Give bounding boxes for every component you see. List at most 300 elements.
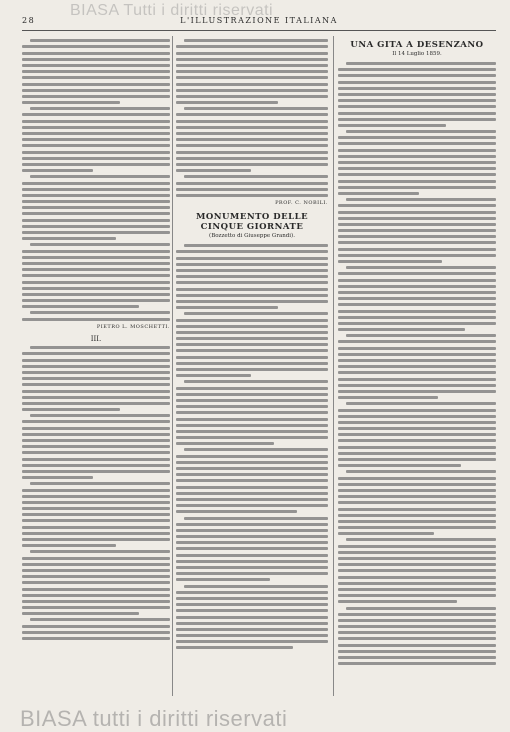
text-line bbox=[176, 492, 328, 495]
text-line bbox=[22, 402, 170, 405]
text-line bbox=[338, 93, 496, 96]
text-line bbox=[338, 594, 496, 597]
text-line bbox=[22, 637, 170, 640]
text-line bbox=[338, 322, 496, 325]
text-line bbox=[338, 340, 496, 343]
text-line bbox=[22, 383, 170, 386]
text-line bbox=[22, 420, 170, 423]
text-line bbox=[176, 188, 328, 191]
text-line bbox=[338, 124, 446, 127]
text-line bbox=[338, 87, 496, 90]
text-line bbox=[22, 219, 170, 222]
text-line bbox=[338, 569, 496, 572]
text-line bbox=[338, 186, 496, 189]
text-line bbox=[22, 557, 170, 560]
text-line bbox=[22, 390, 170, 393]
text-line bbox=[176, 45, 328, 48]
section-number: III. bbox=[90, 335, 102, 344]
text-line bbox=[338, 297, 496, 300]
text-line bbox=[22, 200, 170, 203]
text-line bbox=[22, 138, 170, 141]
text-line bbox=[22, 169, 93, 172]
text-line bbox=[338, 452, 496, 455]
text-line bbox=[22, 489, 170, 492]
text-line bbox=[22, 299, 170, 302]
text-line bbox=[22, 408, 120, 411]
text-line bbox=[338, 303, 496, 306]
text-line bbox=[338, 495, 496, 498]
text-line bbox=[22, 144, 170, 147]
text-line bbox=[338, 483, 496, 486]
text-line bbox=[176, 646, 293, 649]
text-line bbox=[338, 545, 496, 548]
column-1-text-block-b bbox=[22, 346, 170, 640]
text-line bbox=[184, 448, 328, 451]
text-line bbox=[22, 365, 170, 368]
text-line bbox=[338, 508, 496, 511]
text-line bbox=[22, 451, 170, 454]
text-line bbox=[176, 275, 328, 278]
text-line bbox=[176, 319, 328, 322]
text-line bbox=[22, 532, 170, 535]
periodical-title: L'ILLUSTRAZIONE ITALIANA bbox=[180, 16, 338, 25]
article-subtitle-monumento: (Bozzetto di Giuseppe Grandi). bbox=[209, 233, 295, 240]
text-line bbox=[22, 575, 170, 578]
text-line bbox=[22, 52, 170, 55]
text-line bbox=[22, 101, 120, 104]
text-line bbox=[22, 274, 170, 277]
text-line bbox=[346, 130, 496, 133]
text-line bbox=[176, 288, 328, 291]
text-line bbox=[176, 387, 328, 390]
text-line bbox=[338, 644, 496, 647]
text-line bbox=[184, 39, 328, 42]
text-line bbox=[176, 101, 278, 104]
column-3-text-block bbox=[338, 62, 496, 665]
text-line bbox=[176, 294, 328, 297]
text-line bbox=[176, 572, 328, 575]
text-line bbox=[22, 70, 170, 73]
text-line bbox=[176, 250, 328, 253]
text-line bbox=[176, 405, 328, 408]
text-line bbox=[22, 194, 170, 197]
text-line bbox=[338, 656, 496, 659]
page-number: 28 bbox=[22, 16, 36, 25]
text-line bbox=[22, 212, 170, 215]
article-title-monumento: MONUMENTO DELLE CINQUE GIORNATE bbox=[195, 212, 309, 233]
text-line bbox=[22, 377, 170, 380]
text-line bbox=[176, 120, 328, 123]
text-line bbox=[22, 188, 170, 191]
text-line bbox=[22, 206, 170, 209]
text-line bbox=[176, 622, 328, 625]
text-line bbox=[176, 138, 328, 141]
text-line bbox=[338, 235, 496, 238]
text-line bbox=[338, 458, 496, 461]
text-line bbox=[176, 455, 328, 458]
text-line bbox=[176, 616, 328, 619]
text-line bbox=[22, 501, 170, 504]
text-line bbox=[338, 619, 496, 622]
text-line bbox=[176, 547, 328, 550]
column-divider-1 bbox=[172, 36, 173, 696]
text-line bbox=[176, 473, 328, 476]
text-line bbox=[176, 163, 328, 166]
text-line bbox=[22, 526, 170, 529]
text-line bbox=[22, 76, 170, 79]
text-line bbox=[176, 498, 328, 501]
text-line bbox=[176, 362, 328, 365]
text-line bbox=[338, 378, 496, 381]
text-line bbox=[338, 241, 496, 244]
text-line bbox=[338, 353, 496, 356]
text-line bbox=[176, 535, 328, 538]
text-line bbox=[22, 45, 170, 48]
text-line bbox=[22, 157, 170, 160]
text-line bbox=[338, 433, 496, 436]
text-line bbox=[176, 424, 328, 427]
text-line bbox=[176, 436, 328, 439]
text-line bbox=[338, 68, 496, 71]
text-line bbox=[176, 510, 297, 513]
text-line bbox=[30, 550, 170, 553]
text-line bbox=[176, 411, 328, 414]
text-line bbox=[22, 606, 170, 609]
text-line bbox=[22, 427, 170, 430]
text-line bbox=[176, 597, 328, 600]
text-line bbox=[346, 607, 496, 610]
text-line bbox=[338, 637, 496, 640]
text-line bbox=[176, 461, 328, 464]
text-line bbox=[338, 582, 496, 585]
text-line bbox=[22, 225, 170, 228]
text-line bbox=[22, 151, 170, 154]
text-line bbox=[176, 479, 328, 482]
text-line bbox=[176, 144, 328, 147]
text-line bbox=[30, 39, 170, 42]
text-line bbox=[338, 328, 465, 331]
text-line bbox=[338, 588, 496, 591]
text-line bbox=[338, 99, 496, 102]
text-line bbox=[22, 281, 170, 284]
text-line bbox=[22, 318, 170, 321]
text-line bbox=[22, 513, 170, 516]
text-line bbox=[338, 316, 496, 319]
text-line bbox=[338, 427, 496, 430]
text-line bbox=[184, 175, 328, 178]
text-line bbox=[338, 279, 496, 282]
text-line bbox=[176, 529, 328, 532]
text-line bbox=[338, 520, 496, 523]
text-line bbox=[338, 248, 496, 251]
text-line bbox=[176, 157, 328, 160]
text-line bbox=[176, 64, 328, 67]
text-line bbox=[346, 266, 496, 269]
text-line bbox=[338, 211, 496, 214]
text-line bbox=[30, 482, 170, 485]
watermark-top: BIASA Tutti i diritti riservati bbox=[70, 2, 274, 19]
text-line bbox=[22, 563, 170, 566]
text-line bbox=[176, 132, 328, 135]
text-line bbox=[176, 58, 328, 61]
article-subtitle-desenzano: Il 14 Luglio 1859. bbox=[392, 51, 442, 57]
text-line bbox=[176, 560, 328, 563]
text-line bbox=[22, 262, 170, 265]
text-line bbox=[338, 180, 496, 183]
text-line bbox=[176, 269, 328, 272]
text-line bbox=[176, 151, 328, 154]
text-line bbox=[22, 588, 170, 591]
text-line bbox=[176, 430, 328, 433]
text-line bbox=[338, 347, 496, 350]
text-line bbox=[176, 76, 328, 79]
text-line bbox=[338, 600, 457, 603]
text-line bbox=[184, 380, 328, 383]
text-line bbox=[338, 229, 496, 232]
text-line bbox=[338, 105, 496, 108]
watermark-bottom: BIASA tutti i diritti riservati bbox=[20, 706, 288, 731]
text-line bbox=[338, 167, 496, 170]
text-line bbox=[22, 519, 170, 522]
text-line bbox=[22, 256, 170, 259]
text-line bbox=[338, 272, 496, 275]
text-line bbox=[338, 396, 438, 399]
text-line bbox=[338, 359, 496, 362]
text-line bbox=[22, 231, 170, 234]
text-line bbox=[176, 418, 328, 421]
text-line bbox=[176, 95, 328, 98]
text-line bbox=[176, 182, 328, 185]
text-line bbox=[338, 409, 496, 412]
text-line bbox=[176, 368, 328, 371]
text-line bbox=[176, 52, 328, 55]
text-line bbox=[338, 136, 496, 139]
column-2-text-block-b bbox=[176, 244, 328, 649]
text-line bbox=[22, 476, 93, 479]
text-line bbox=[338, 650, 496, 653]
column-divider-2 bbox=[333, 36, 334, 696]
text-line bbox=[176, 634, 328, 637]
text-line bbox=[338, 421, 496, 424]
column-1-text-block-a bbox=[22, 39, 170, 320]
text-line bbox=[338, 439, 496, 442]
text-line bbox=[30, 311, 170, 314]
text-line bbox=[338, 112, 496, 115]
text-line bbox=[176, 325, 328, 328]
text-line bbox=[338, 390, 496, 393]
text-line bbox=[22, 120, 170, 123]
text-line bbox=[22, 625, 170, 628]
text-line bbox=[338, 142, 496, 145]
text-line bbox=[338, 662, 496, 665]
text-line bbox=[338, 81, 496, 84]
text-line bbox=[22, 126, 170, 129]
text-line bbox=[176, 393, 328, 396]
text-line bbox=[176, 89, 328, 92]
page-header bbox=[22, 14, 496, 30]
text-line bbox=[338, 532, 434, 535]
text-line bbox=[346, 334, 496, 337]
text-line bbox=[176, 523, 328, 526]
text-line bbox=[22, 495, 170, 498]
text-line bbox=[184, 312, 328, 315]
text-line bbox=[30, 175, 170, 178]
text-line bbox=[30, 414, 170, 417]
text-line bbox=[338, 576, 496, 579]
column-2-text-block-a bbox=[176, 39, 328, 197]
text-line bbox=[184, 107, 328, 110]
text-line bbox=[22, 83, 170, 86]
text-line bbox=[176, 486, 328, 489]
text-line bbox=[346, 470, 496, 473]
text-line bbox=[176, 126, 328, 129]
text-line bbox=[338, 501, 496, 504]
text-line bbox=[338, 563, 496, 566]
text-line bbox=[338, 74, 496, 77]
text-line bbox=[346, 402, 496, 405]
text-line bbox=[176, 504, 328, 507]
text-line bbox=[184, 244, 328, 247]
column-1 bbox=[22, 36, 170, 696]
text-line bbox=[176, 640, 328, 643]
text-line bbox=[22, 458, 170, 461]
text-line bbox=[176, 467, 328, 470]
text-line bbox=[22, 538, 170, 541]
text-line bbox=[176, 554, 328, 557]
text-line bbox=[22, 600, 170, 603]
text-line bbox=[22, 594, 170, 597]
text-line bbox=[22, 544, 116, 547]
text-line bbox=[176, 442, 274, 445]
article-title-desenzano: UNA GITA A DESENZANO bbox=[350, 40, 484, 50]
text-line bbox=[338, 557, 496, 560]
text-line bbox=[176, 609, 328, 612]
text-line bbox=[338, 526, 496, 529]
text-line bbox=[22, 569, 170, 572]
text-line bbox=[22, 95, 170, 98]
text-line bbox=[22, 89, 170, 92]
text-line bbox=[22, 182, 170, 185]
text-line bbox=[22, 464, 170, 467]
text-line bbox=[176, 257, 328, 260]
text-line bbox=[30, 618, 170, 621]
text-line bbox=[176, 281, 328, 284]
text-line bbox=[22, 581, 170, 584]
text-line bbox=[338, 254, 496, 257]
text-line bbox=[338, 415, 496, 418]
text-line bbox=[176, 356, 328, 359]
text-line bbox=[176, 343, 328, 346]
text-line bbox=[338, 155, 496, 158]
text-line bbox=[338, 204, 496, 207]
text-line bbox=[176, 628, 328, 631]
text-line bbox=[22, 268, 170, 271]
text-line bbox=[176, 374, 251, 377]
text-line bbox=[176, 566, 328, 569]
text-line bbox=[176, 83, 328, 86]
text-line bbox=[176, 541, 328, 544]
text-line bbox=[176, 306, 278, 309]
text-line bbox=[338, 223, 496, 226]
text-line bbox=[338, 551, 496, 554]
text-line bbox=[176, 113, 328, 116]
header-rule bbox=[22, 30, 496, 31]
text-line bbox=[338, 446, 496, 449]
text-line bbox=[338, 260, 442, 263]
text-line bbox=[22, 305, 139, 308]
text-line bbox=[176, 331, 328, 334]
text-line bbox=[22, 113, 170, 116]
text-line bbox=[338, 149, 496, 152]
text-line bbox=[338, 514, 496, 517]
text-line bbox=[338, 161, 496, 164]
text-line bbox=[22, 58, 170, 61]
text-line bbox=[338, 173, 496, 176]
text-line bbox=[346, 62, 496, 65]
text-line bbox=[338, 489, 496, 492]
text-line bbox=[22, 470, 170, 473]
text-line bbox=[338, 631, 496, 634]
text-line bbox=[30, 107, 170, 110]
column-3 bbox=[338, 36, 496, 696]
text-line bbox=[30, 243, 170, 246]
text-line bbox=[22, 163, 170, 166]
text-line bbox=[338, 477, 496, 480]
text-line bbox=[176, 337, 328, 340]
text-line bbox=[22, 439, 170, 442]
text-line bbox=[338, 464, 461, 467]
text-line bbox=[176, 194, 328, 197]
text-line bbox=[176, 578, 270, 581]
text-line bbox=[22, 371, 170, 374]
text-line bbox=[22, 293, 170, 296]
text-line bbox=[22, 612, 139, 615]
text-line bbox=[184, 517, 328, 520]
text-line bbox=[22, 287, 170, 290]
text-line bbox=[176, 349, 328, 352]
text-line bbox=[338, 310, 496, 313]
text-line bbox=[338, 118, 496, 121]
text-line bbox=[22, 250, 170, 253]
column-2-signature: PROF. C. NOBILI. bbox=[275, 200, 328, 207]
text-line bbox=[22, 237, 116, 240]
column-1-signature: PIETRO L. MOSCHETTI. bbox=[96, 323, 170, 330]
column-2 bbox=[176, 36, 328, 696]
text-line bbox=[22, 433, 170, 436]
text-line bbox=[346, 538, 496, 541]
text-line bbox=[338, 384, 496, 387]
text-line bbox=[176, 169, 251, 172]
text-line bbox=[22, 359, 170, 362]
text-line bbox=[184, 585, 328, 588]
text-line bbox=[22, 132, 170, 135]
text-line bbox=[30, 346, 170, 349]
text-line bbox=[338, 365, 496, 368]
text-line bbox=[176, 603, 328, 606]
text-line bbox=[338, 291, 496, 294]
text-line bbox=[22, 396, 170, 399]
text-line bbox=[338, 625, 496, 628]
text-line bbox=[22, 507, 170, 510]
text-line bbox=[176, 70, 328, 73]
text-line bbox=[338, 285, 496, 288]
text-line bbox=[22, 352, 170, 355]
text-line bbox=[338, 192, 419, 195]
text-line bbox=[176, 263, 328, 266]
text-line bbox=[346, 198, 496, 201]
text-line bbox=[176, 300, 328, 303]
text-line bbox=[338, 217, 496, 220]
